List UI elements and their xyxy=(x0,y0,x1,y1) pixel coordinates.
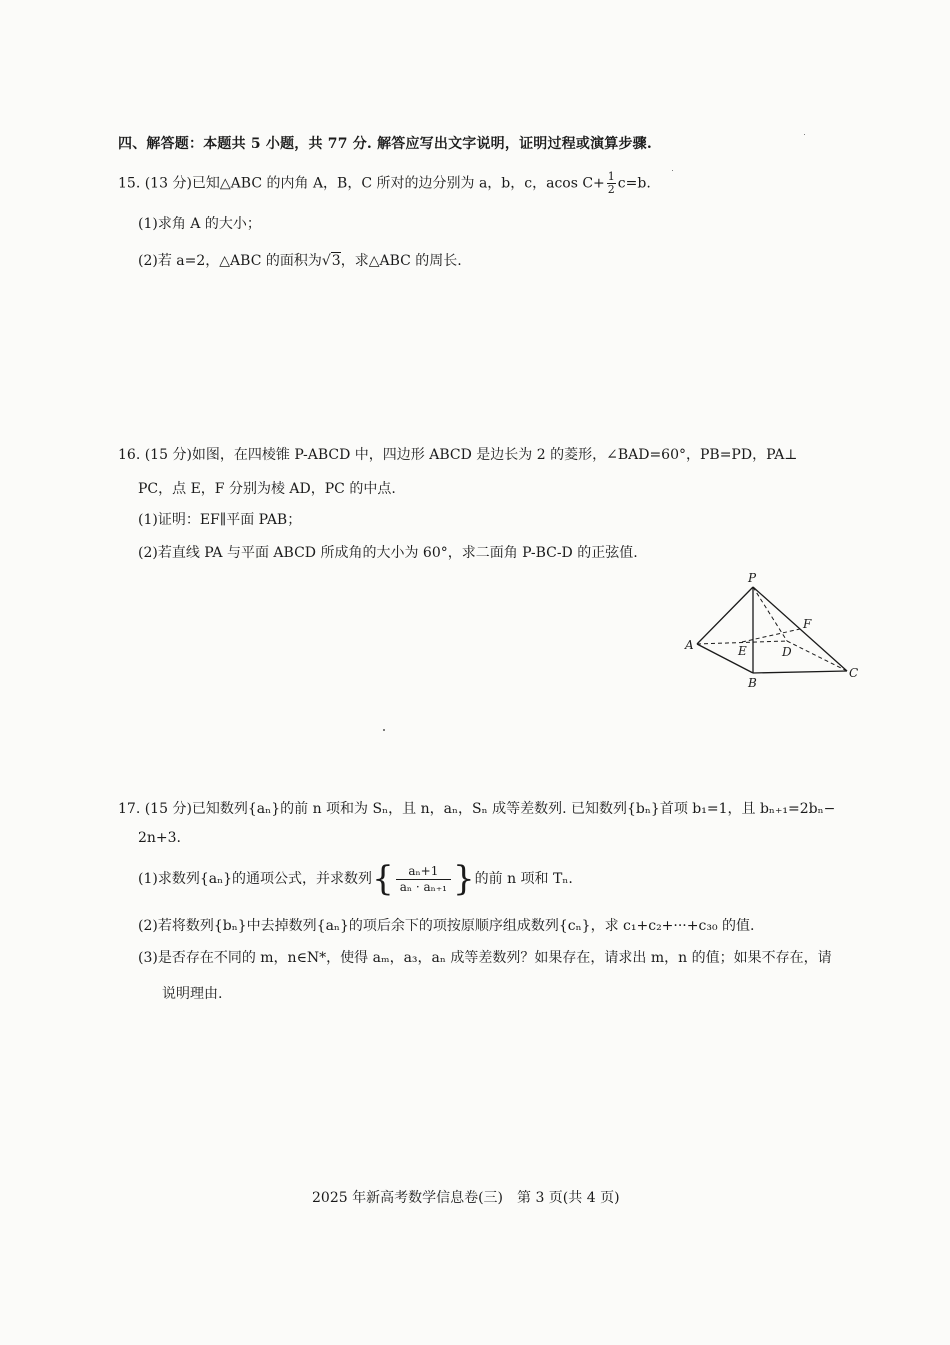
q17-part3-line2: 说明理由. xyxy=(162,986,223,1002)
q17-frac-den: aₙ · aₙ₊₁ xyxy=(399,879,447,894)
q17-part3-line1: (3)是否存在不同的 m，n∈N*，使得 aₘ，a₃，aₙ 成等差数列？如果存在，请求出 m，n 的值；如果不存在，请 xyxy=(138,950,832,966)
q17-part1-prefix: (1)求数列{aₙ}的通项公式，并求数列 xyxy=(138,871,373,887)
pyramid-figure xyxy=(680,570,870,695)
q15-part1: (1)求角 A 的大小； xyxy=(138,216,261,232)
q15-head xyxy=(118,171,651,196)
q15-part2-prefix: (2)若 a=2，△ABC 的面积为 xyxy=(138,253,322,269)
edge-DC xyxy=(787,641,847,671)
q17-part2: (2)若将数列{bₙ}中去掉数列{aₙ}的项后余下的项按原顺序组成数列{cₙ}，求 c₁+c₂+···+c₃₀ 的值. xyxy=(138,918,755,934)
right-brace: } xyxy=(452,859,475,899)
q16-part1: (1)证明：EF∥平面 PAB； xyxy=(138,512,302,528)
q17-part1 xyxy=(138,859,573,899)
q15-frac-den: 2 xyxy=(607,183,615,196)
q16-line2: PC，点 E，F 分别为棱 AD，PC 的中点. xyxy=(138,481,396,497)
label-B: B xyxy=(748,676,757,690)
edge-PD xyxy=(753,587,787,641)
sqrt-arg: 3 xyxy=(331,253,341,269)
label-D: D xyxy=(782,645,792,659)
edge-PA xyxy=(697,587,753,644)
label-A: A xyxy=(685,638,694,652)
segment-EF xyxy=(742,629,800,642)
page-footer: 2025 年新高考数学信息卷(三) 第 3 页(共 4 页) xyxy=(312,1190,620,1206)
q15-head-suffix: c=b. xyxy=(617,175,651,192)
scan-speck xyxy=(672,170,673,171)
q15-fraction xyxy=(607,171,616,196)
scan-speck xyxy=(383,729,385,731)
q16-part2: (2)若直线 PA 与平面 ABCD 所成角的大小为 60°，求二面角 P-BC-D 的正弦值. xyxy=(138,545,638,561)
label-E: E xyxy=(738,644,747,658)
left-brace: { xyxy=(372,859,394,899)
q15-head-prefix: 15. (13 分)已知△ABC 的内角 A，B，C 所对的边分别为 a，b，c，acos C+ xyxy=(118,175,605,192)
label-F: F xyxy=(803,617,812,631)
section-title: 四、解答题：本题共 5 小题，共 77 分. 解答应写出文字说明，证明过程或演算步骤. xyxy=(118,136,652,152)
q17-line1: 17. (15 分)已知数列{aₙ}的前 n 项和为 Sₙ，且 n，aₙ，Sₙ 成等差数列. 已知数列{bₙ}首项 b₁=1，且 bₙ₊₁=2bₙ− xyxy=(118,801,836,817)
q17-line2: 2n+3. xyxy=(138,830,182,846)
label-P: P xyxy=(748,571,757,585)
q17-fraction xyxy=(396,864,451,895)
label-C: C xyxy=(849,666,859,680)
q17-part1-suffix: 的前 n 项和 Tₙ. xyxy=(474,871,573,887)
q15-frac-num: 1 xyxy=(607,170,615,183)
q17-frac-num: aₙ+1 xyxy=(396,864,451,880)
edge-BC xyxy=(753,671,847,673)
sqrt-expression xyxy=(322,253,341,269)
q15-part2 xyxy=(138,250,462,270)
q15-part2-suffix: ，求△ABC 的周长. xyxy=(340,253,462,269)
q16-line1: 16. (15 分)如图，在四棱锥 P-ABCD 中，四边形 ABCD 是边长为 2 的菱形，∠BAD=60°，PB=PD，PA⊥ xyxy=(118,447,798,463)
scan-speck xyxy=(804,134,805,135)
sqrt-sign: √ xyxy=(321,253,331,269)
